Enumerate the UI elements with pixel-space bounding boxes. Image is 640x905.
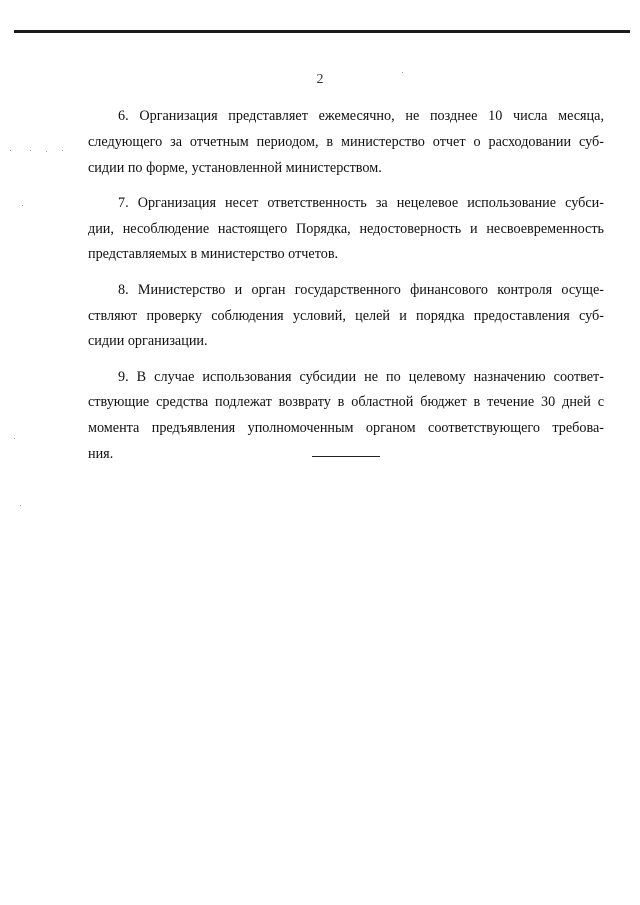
paragraph-line: следующего за отчетным периодом, в министерство отчет о расходовании суб- <box>88 133 604 150</box>
paragraph-6 <box>88 104 604 181</box>
paragraph-9 <box>88 365 604 468</box>
paragraph-line: ния. <box>88 446 114 463</box>
paragraph-8 <box>88 278 604 355</box>
header-rule <box>14 30 630 33</box>
paragraph-line: ствляют проверку соблюдения условий, целей и порядка предоставления суб- <box>88 307 604 324</box>
page-number: 2 <box>316 72 324 87</box>
scan-speck <box>402 72 403 73</box>
scan-speck <box>30 150 31 151</box>
paragraph-line: представляемых в министерство отчетов. <box>88 246 339 263</box>
paragraph-line: ствующие средства подлежат возврату в областной бюджет в течение 30 дней с <box>88 394 604 411</box>
scan-speck <box>46 151 47 152</box>
paragraph-line: 9. В случае использования субсидии не по целевому назначению соответ- <box>118 368 604 385</box>
paragraph-line: 6. Организация представляет ежемесячно, не позднее 10 числа месяца, <box>118 108 604 124</box>
scan-speck <box>22 205 23 206</box>
paragraph-line: сидии организации. <box>88 333 208 350</box>
scan-speck <box>14 438 15 439</box>
paragraph-line: 7. Организация несет ответственность за нецелевое использование субси- <box>118 194 604 211</box>
paragraph-line: дии, несоблюдение настоящего Порядка, недостоверность и несвоевременность <box>88 220 604 237</box>
paragraph-7 <box>88 191 604 268</box>
paragraph-line: сидии по форме, установленной министерством. <box>88 159 382 176</box>
scan-speck <box>62 150 63 151</box>
scan-speck <box>10 150 11 151</box>
document-body <box>88 104 604 477</box>
paragraph-line: момента предъявления уполномоченным органом соответствующего требова- <box>88 420 604 437</box>
scan-speck <box>20 505 21 506</box>
paragraph-line: 8. Министерство и орган государственного финансового контроля осуще- <box>118 281 604 298</box>
end-of-text-rule <box>312 456 380 457</box>
